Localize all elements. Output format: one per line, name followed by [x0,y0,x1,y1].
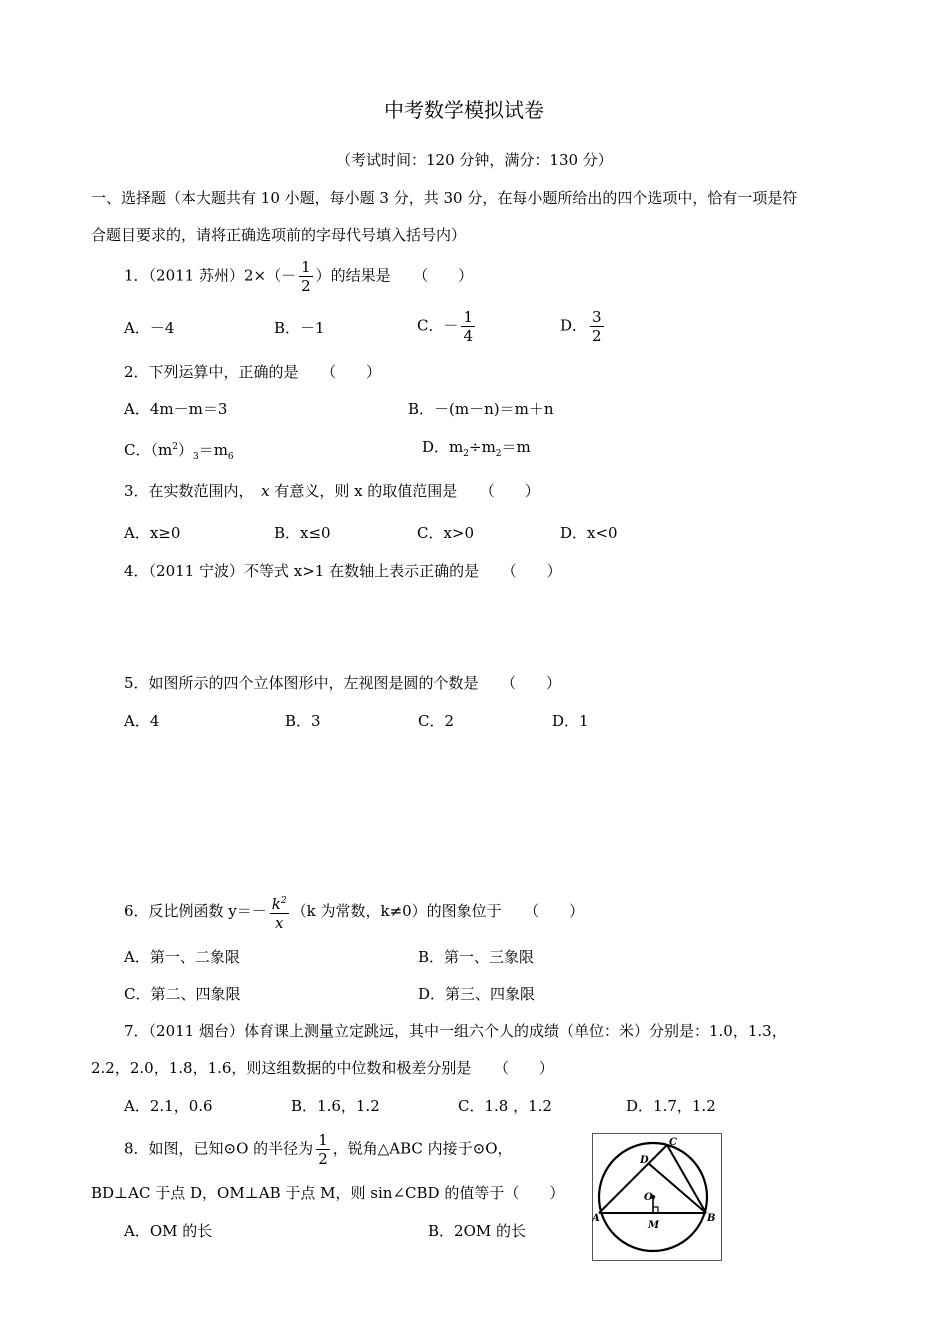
q5-option-b: B．3 [285,712,321,730]
q8-stem-pre: 8．如图，已知⊙O 的半径为 [124,1139,314,1158]
q3-stem-post: 有意义，则 x 的取值范围是 （ ） [274,482,540,500]
q7-option-a: A．2.1，0.6 [124,1097,213,1115]
q1-c-num: 1 [463,308,474,326]
circle-triangle-figure [592,1133,722,1261]
question-3-stem [124,481,540,501]
q3-stem-pre: 3．在实数范围内， [124,482,247,500]
q1-stem-pre: 1．（2011 苏州）2×（－ [124,266,297,285]
label-d: D [640,1155,649,1166]
q2-d-exp: 2 [463,449,469,459]
question-8-stem [124,1131,513,1168]
q3-option-d: D．x<0 [560,524,618,542]
q8-frac-num: 1 [318,1131,328,1149]
q6-frac-num-k: k [271,895,281,913]
figure-frame [593,1134,722,1261]
q2-option-b: B．－(m－n)＝m＋n [408,400,554,418]
q3-option-b: B．x≤0 [274,524,331,542]
q2-d-part: D．m [422,438,464,456]
q1-option-d-label: D． [560,316,588,335]
label-o: O [644,1192,653,1203]
q7-option-d: D．1.7，1.2 [626,1097,716,1115]
q2-option-c [124,437,234,467]
q2-c-part: C．（m [124,441,173,459]
page-title: 中考数学模拟试卷 [384,98,544,122]
q5-option-c: C．2 [418,712,455,730]
question-8-line2: BD⊥AC 于点 D，OM⊥AB 于点 M，则 sin∠CBD 的值等于（ ） [91,1184,565,1202]
q2-c-exp: 2 [172,442,178,452]
q5-option-a: A．4 [124,712,160,730]
section-heading-line1: 一、选择题（本大题共有 10 小题，每小题 3 分，共 30 分，在每小题所给出的四个选项中，恰有一项是符 [91,189,798,207]
q6-option-a: A．第一、二象限 [124,948,240,966]
q8-stem-post: ，锐角△ABC 内接于⊙O， [332,1139,513,1158]
q2-d-part: ＝m [501,438,531,456]
q1-option-d-fraction [590,308,604,345]
q8-option-b: B．2OM 的长 [428,1222,526,1240]
q1-d-den: 2 [592,327,602,345]
question-2-stem: 2．下列运算中，正确的是 （ ） [124,363,382,381]
q8-fraction [316,1131,330,1168]
q6-frac-num [270,892,289,914]
q6-option-d: D．第三、四象限 [418,985,536,1003]
q1-option-b: B．－1 [274,319,325,337]
q6-stem-pre: 6．反比例函数 y＝－ [124,902,267,920]
q7-option-c: C．1.8 ，1.2 [458,1097,552,1115]
q6-fraction [270,892,289,932]
label-c: C [669,1137,677,1148]
q2-d-part: ÷m [469,438,496,456]
question-4-stem: 4．（2011 宁波）不等式 x>1 在数轴上表示正确的是 （ ） [124,562,562,580]
q2-option-a: A．4m－m＝3 [124,400,228,418]
q6-option-c: C．第二、四象限 [124,985,241,1003]
q3-option-c: C．x>0 [417,524,475,542]
q1-fraction [299,258,313,295]
question-6-stem [124,892,584,932]
q6-stem-post: （k 为常数，k≠0）的图象位于 （ ） [291,902,585,920]
q2-d-exp: 2 [495,449,502,459]
q7-option-b: B．1.6，1.2 [291,1097,380,1115]
q2-c-part: ） [177,441,193,459]
q1-frac-num: 1 [301,258,311,276]
section-heading-line2: 合题目要求的，请将正确选项前的字母代号填入括号内） [91,226,467,244]
q1-c-den: 4 [463,327,474,345]
question-7-line2: 2.2，2.0，1.8，1.6，则这组数据的中位数和极差分别是 （ ） [91,1059,554,1077]
q6-frac-den: x [274,914,284,932]
question-7-line1: 7．（2011 烟台）体育课上测量立定跳远，其中一组六个人的成绩（单位：米）分别是：1.0，1.3， [124,1022,787,1040]
q2-option-d [422,437,531,464]
q2-c-exp: 3 [192,452,199,462]
q3-option-a: A．x≥0 [124,524,181,542]
q8-frac-den: 2 [318,1150,328,1168]
q1-option-a: A．－4 [124,319,175,337]
label-b: B [707,1213,716,1224]
q5-option-d: D．1 [552,712,589,730]
question-1-stem [124,258,473,295]
question-5-stem: 5．如图所示的四个立体图形中，左视图是圆的个数是 （ ） [124,674,562,692]
q6-option-b: B．第一、三象限 [418,948,535,966]
q2-c-part: ＝m [198,441,228,459]
q6-frac-num-exp: 2 [280,896,287,906]
q1-stem-post: ）的结果是 （ ） [315,266,474,285]
q3-variable: x [261,482,270,500]
exam-info: （考试时间：120 分钟，满分：130 分） [336,151,613,169]
q8-option-a: A．OM 的长 [124,1222,213,1240]
label-m: M [648,1220,660,1231]
q1-frac-den: 2 [301,277,311,295]
label-a: A [592,1213,600,1224]
q2-c-exp: 6 [227,452,234,462]
q1-option-d [560,308,607,345]
q1-d-num: 3 [592,308,602,326]
q1-option-c-label: C．－ [417,316,459,335]
q1-option-c-fraction [461,308,475,345]
q1-option-c [417,308,478,345]
